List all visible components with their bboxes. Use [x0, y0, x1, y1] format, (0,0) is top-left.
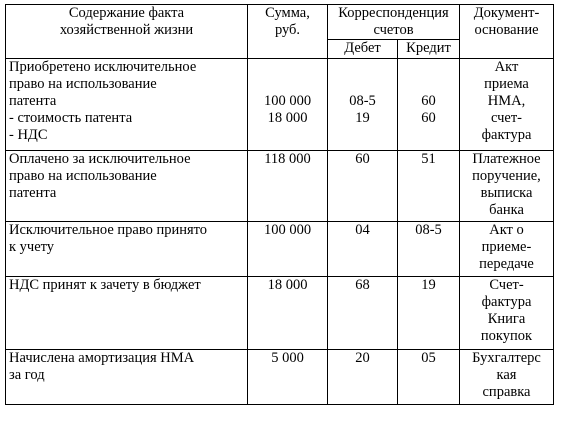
document-line: поручение,	[472, 168, 541, 184]
description-cell	[6, 277, 248, 350]
document-cell	[460, 350, 554, 405]
table-row	[6, 350, 554, 405]
document-line: Книга	[487, 311, 526, 327]
description-line: к учету	[9, 239, 55, 255]
credit-cell	[398, 59, 460, 151]
journal-entries-table	[5, 4, 554, 405]
amount-cell	[248, 222, 328, 277]
credit-line: 51	[421, 151, 436, 167]
table-header-row	[6, 5, 554, 40]
amount-line	[251, 59, 324, 76]
document-cell	[460, 277, 554, 350]
document-line: передаче	[479, 256, 534, 272]
document-line: Счет-	[489, 277, 524, 293]
description-line: Начислена амортизация НМА	[9, 350, 195, 366]
document-line: банка	[489, 202, 524, 218]
amount-line	[251, 76, 324, 93]
amount-line: 5 000	[271, 350, 304, 366]
description-cell	[6, 350, 248, 405]
description-line: право на использование	[9, 168, 157, 184]
credit-line: 60	[421, 110, 436, 126]
description-line: Исключительное право принято	[9, 222, 208, 238]
debit-line: 19	[355, 110, 370, 126]
table-body	[6, 59, 554, 405]
description-line: за год	[9, 367, 45, 383]
debit-line: 04	[355, 222, 370, 238]
table-row	[6, 277, 554, 350]
header-amount: Сумма, руб.	[248, 5, 328, 59]
header-correspondence: Корреспонденция счетов	[328, 5, 460, 40]
document-line: Акт о	[489, 222, 524, 238]
debit-cell	[328, 222, 398, 277]
credit-line: 19	[421, 277, 436, 293]
description-line: право на использование	[9, 76, 157, 92]
document-line: покупок	[480, 328, 533, 344]
amount-line: 118 000	[264, 151, 311, 167]
amount-cell	[248, 59, 328, 151]
document-line: приема	[484, 76, 529, 92]
debit-cell	[328, 151, 398, 222]
description-line: Приобретено исключительное	[9, 59, 197, 75]
description-cell	[6, 59, 248, 151]
document-line: приеме-	[481, 239, 532, 255]
document-line: выписка	[480, 185, 533, 201]
credit-line: 08-5	[415, 222, 442, 238]
amount-cell	[248, 350, 328, 405]
debit-line: 60	[355, 151, 370, 167]
document-line: фактура	[481, 127, 532, 143]
amount-line: 100 000	[263, 93, 312, 109]
amount-cell	[248, 277, 328, 350]
document-line: справка	[482, 384, 531, 400]
debit-line	[331, 59, 394, 76]
credit-line: 05	[421, 350, 436, 366]
credit-cell	[398, 151, 460, 222]
table-row	[6, 59, 554, 151]
description-line: патента	[9, 185, 57, 201]
description-line: - стоимость патента	[9, 110, 133, 126]
debit-line: 20	[355, 350, 370, 366]
description-line: Оплачено за исключительное	[9, 151, 191, 167]
table-row	[6, 222, 554, 277]
description-line: НДС принят к зачету в бюджет	[9, 277, 201, 293]
header-credit: Кредит	[398, 40, 460, 59]
debit-cell	[328, 59, 398, 151]
credit-line	[401, 59, 456, 76]
document-line: кая	[496, 367, 517, 383]
credit-line: 60	[421, 93, 436, 109]
amount-line: 18 000	[267, 110, 308, 126]
debit-line: 68	[355, 277, 370, 293]
table-row	[6, 151, 554, 222]
description-cell	[6, 222, 248, 277]
document-cell	[460, 59, 554, 151]
document-line: фактура	[481, 294, 532, 310]
document-line: Бухгалтерс	[472, 350, 541, 366]
credit-cell	[398, 222, 460, 277]
header-description: Содержание факта хозяйственной жизни	[6, 5, 248, 59]
description-line: патента	[9, 93, 57, 109]
credit-cell	[398, 277, 460, 350]
document-line: Платежное	[472, 151, 541, 167]
document-cell	[460, 222, 554, 277]
document-line: Акт	[494, 59, 519, 75]
debit-line: 08-5	[349, 93, 376, 109]
debit-cell	[328, 277, 398, 350]
debit-cell	[328, 350, 398, 405]
document-line: НМА,	[487, 93, 526, 109]
debit-line	[331, 76, 394, 93]
description-line: - НДС	[9, 127, 48, 143]
document-cell	[460, 151, 554, 222]
description-cell	[6, 151, 248, 222]
header-debit: Дебет	[328, 40, 398, 59]
header-document: Документ- основание	[460, 5, 554, 59]
credit-line	[401, 76, 456, 93]
amount-line: 18 000	[267, 277, 308, 293]
document-line: счет-	[490, 110, 523, 126]
credit-cell	[398, 350, 460, 405]
amount-line: 100 000	[263, 222, 312, 238]
amount-cell	[248, 151, 328, 222]
